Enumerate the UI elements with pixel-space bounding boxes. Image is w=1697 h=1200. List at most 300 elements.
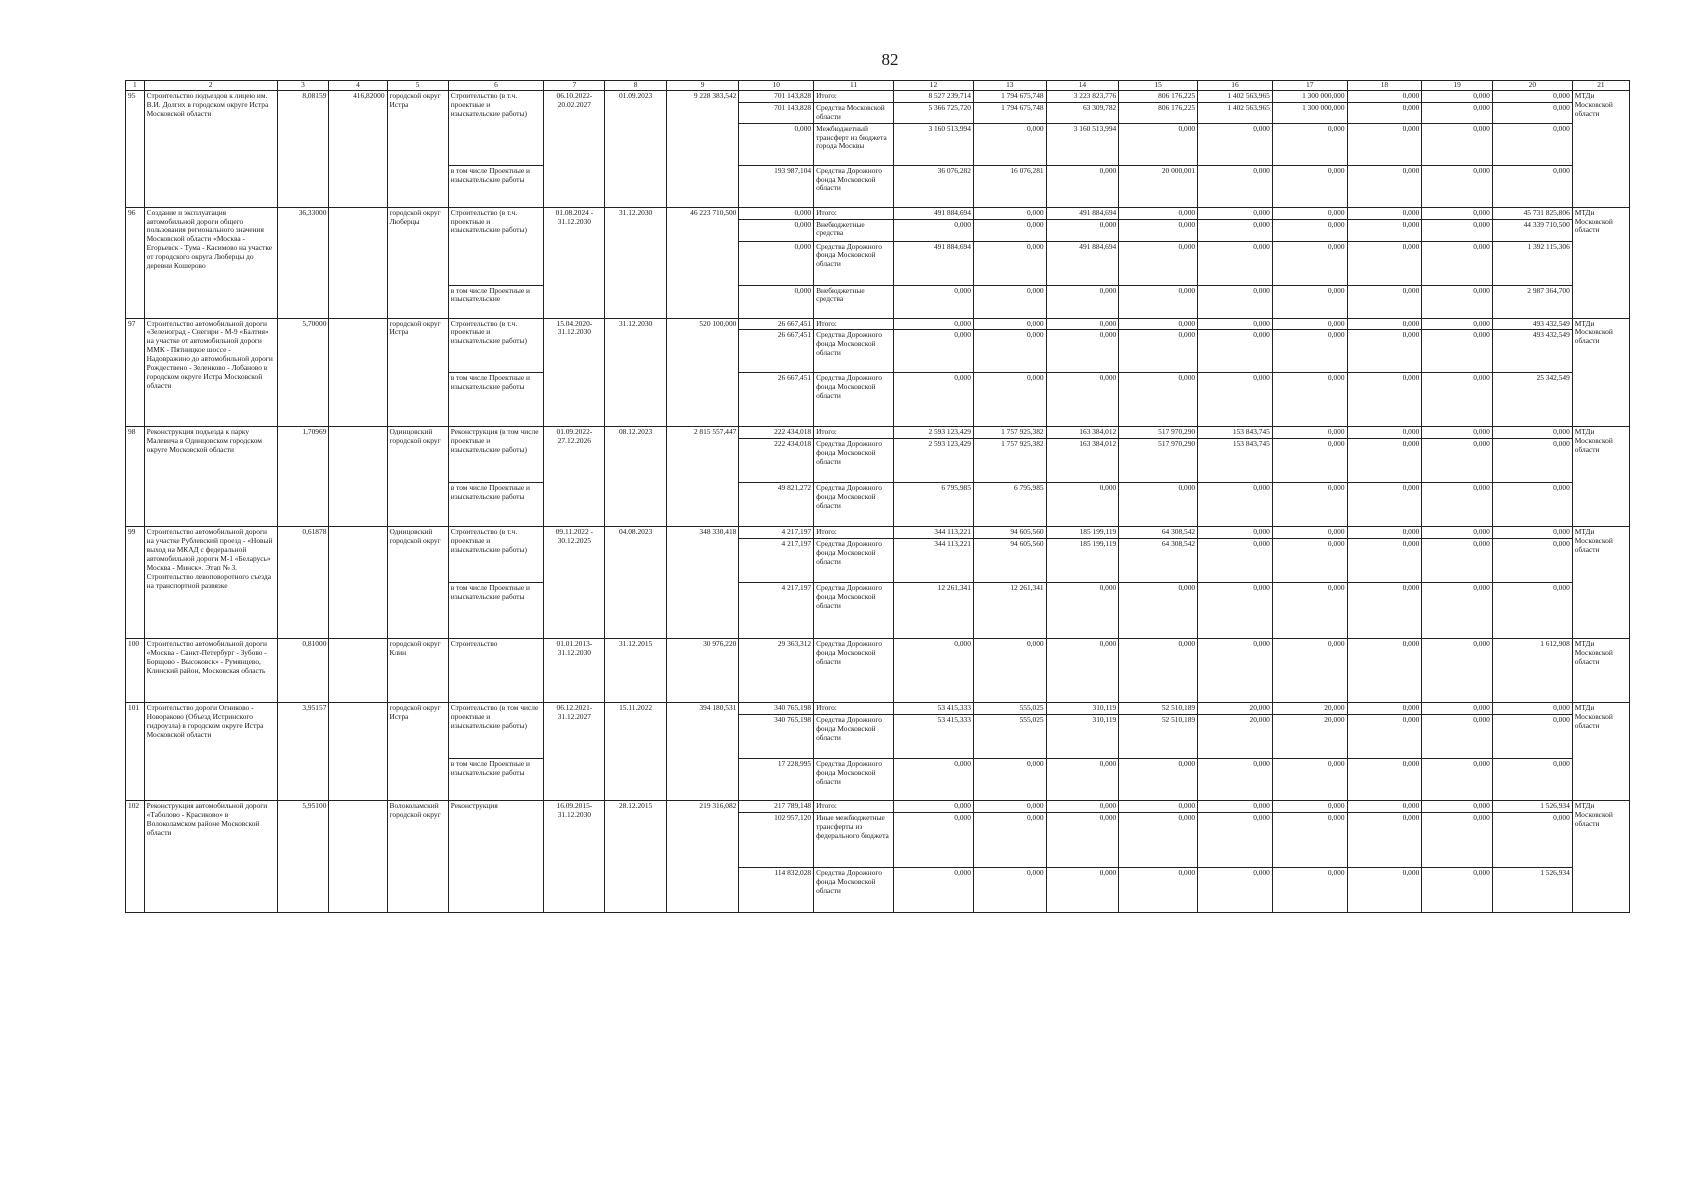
project-period: 15.04.2020- 31.12.2030 [544, 318, 605, 427]
table-row [126, 207, 1630, 219]
funding-source: Межбюджетный трансферт из бюджета города Москвы [814, 123, 894, 165]
amount-col16: 0,000 [1198, 483, 1273, 527]
project-power [329, 703, 387, 801]
amount-col17: 20,000 [1272, 715, 1347, 759]
amount-col20: 0,000 [1492, 715, 1572, 759]
work-subtype: в том числе Проектные и изыскательские работы [448, 373, 543, 427]
column-number: 5 [387, 81, 448, 91]
amount-col19: 0,000 [1422, 639, 1493, 703]
amount-col15: 0,000 [1119, 373, 1198, 427]
funding-source: Средства Дорожного фонда Московской области [814, 241, 894, 285]
project-work-type: Строительство (в т.ч. проектные и изыскательские работы) [448, 207, 543, 285]
table-row [126, 527, 1630, 539]
amount-col15: 20 000,001 [1119, 165, 1198, 207]
amount-col12: 53 415,333 [894, 703, 974, 715]
amount-col15: 0,000 [1119, 483, 1198, 527]
amount-col20: 1 526,934 [1492, 867, 1572, 912]
amount-col12: 36 076,282 [894, 165, 974, 207]
project-cost: 2 815 557,447 [666, 427, 739, 527]
column-number: 18 [1347, 81, 1422, 91]
amount-col13: 555,025 [973, 703, 1046, 715]
project-cost: 219 316,082 [666, 801, 739, 913]
column-number: 1 [126, 81, 145, 91]
amount-col13: 12 261,341 [973, 583, 1046, 639]
amount-col16: 0,000 [1198, 373, 1273, 427]
amount-col12: 344 113,221 [894, 527, 974, 539]
column-number: 7 [544, 81, 605, 91]
amount-col14: 491 884,694 [1046, 207, 1119, 219]
amount-col19: 0,000 [1422, 123, 1493, 165]
amount-col14: 185 199,119 [1046, 527, 1119, 539]
column-number: 3 [277, 81, 329, 91]
amount-col13: 1 794 675,748 [973, 102, 1046, 123]
column-number: 19 [1422, 81, 1493, 91]
project-work-type: Строительство (в т.ч. проектные и изыскательские работы) [448, 91, 543, 166]
amount-col14: 163 384,012 [1046, 439, 1119, 483]
project-commissioning: 01.09.2023 [605, 91, 666, 208]
amount-col12: 12 261,341 [894, 583, 974, 639]
amount-col12: 6 795,985 [894, 483, 974, 527]
funding-source: Итого: [814, 703, 894, 715]
amount-col14: 3 160 513,994 [1046, 123, 1119, 165]
amount-col13: 0,000 [973, 123, 1046, 165]
amount-col13: 0,000 [973, 801, 1046, 813]
budget-table [125, 80, 1630, 913]
project-work-type: Строительство [448, 639, 543, 703]
amount-col17: 0,000 [1272, 330, 1347, 373]
project-length: 8,08159 [277, 91, 329, 208]
amount-col13: 94 605,560 [973, 539, 1046, 583]
project-name: Строительство автомобильной дороги «Зеленоград - Снегири - М-9 «Балтия» на участке от автомобильной дороги ММК - Пятницкое шоссе - Надовражино до автомобильной дороги Рождествено - Зеленково - Лобаново в городском округе Истра Московской области [144, 318, 277, 427]
amount-col17: 0,000 [1272, 219, 1347, 241]
amount-col17: 0,000 [1272, 427, 1347, 439]
funding-source: Средства Дорожного фонда Московской области [814, 330, 894, 373]
amount-col17: 1 300 000,000 [1272, 102, 1347, 123]
funding-source: Средства Дорожного фонда Московской области [814, 759, 894, 801]
project-municipality: городской округ Клин [387, 639, 448, 703]
amount-col10: 0,000 [739, 123, 814, 165]
amount-col14: 491 884,694 [1046, 241, 1119, 285]
amount-col19: 0,000 [1422, 373, 1493, 427]
project-number: 100 [126, 639, 145, 703]
amount-col20: 0,000 [1492, 759, 1572, 801]
amount-col18: 0,000 [1347, 373, 1422, 427]
project-length: 5,95100 [277, 801, 329, 913]
amount-col16: 0,000 [1198, 539, 1273, 583]
amount-col18: 0,000 [1347, 91, 1422, 103]
amount-col14: 0,000 [1046, 583, 1119, 639]
amount-col12: 0,000 [894, 801, 974, 813]
amount-col20: 44 339 710,500 [1492, 219, 1572, 241]
amount-col20: 0,000 [1492, 812, 1572, 867]
amount-col19: 0,000 [1422, 207, 1493, 219]
project-power [329, 527, 387, 639]
amount-col10: 49 821,272 [739, 483, 814, 527]
project-cost: 46 223 710,500 [666, 207, 739, 318]
amount-col20: 1 526,934 [1492, 801, 1572, 813]
amount-col18: 0,000 [1347, 207, 1422, 219]
table-row [126, 427, 1630, 439]
amount-col16: 1 402 563,965 [1198, 91, 1273, 103]
project-customer: МТДи Московской области [1572, 703, 1629, 801]
amount-col13: 6 795,985 [973, 483, 1046, 527]
amount-col20: 1 612,908 [1492, 639, 1572, 703]
amount-col10: 701 143,828 [739, 102, 814, 123]
funding-source: Итого: [814, 801, 894, 813]
amount-col12: 0,000 [894, 285, 974, 318]
amount-col20: 0,000 [1492, 102, 1572, 123]
funding-source: Средства Дорожного фонда Московской области [814, 867, 894, 912]
amount-col15: 0,000 [1119, 867, 1198, 912]
amount-col15: 0,000 [1119, 759, 1198, 801]
amount-col13: 0,000 [973, 285, 1046, 318]
amount-col16: 0,000 [1198, 801, 1273, 813]
amount-col19: 0,000 [1422, 483, 1493, 527]
amount-col20: 493 432,549 [1492, 318, 1572, 330]
project-length: 0,61878 [277, 527, 329, 639]
project-cost: 394 180,531 [666, 703, 739, 801]
amount-col19: 0,000 [1422, 91, 1493, 103]
table-row [126, 703, 1630, 715]
amount-col15: 0,000 [1119, 285, 1198, 318]
amount-col10: 26 667,451 [739, 373, 814, 427]
amount-col19: 0,000 [1422, 102, 1493, 123]
project-period: 16.09.2015- 31.12.2030 [544, 801, 605, 913]
amount-col18: 0,000 [1347, 812, 1422, 867]
project-customer: МТДи Московской области [1572, 527, 1629, 639]
amount-col14: 0,000 [1046, 759, 1119, 801]
amount-col18: 0,000 [1347, 483, 1422, 527]
amount-col17: 0,000 [1272, 207, 1347, 219]
amount-col17: 0,000 [1272, 539, 1347, 583]
work-subtype: в том числе Проектные и изыскательские работы [448, 583, 543, 639]
amount-col17: 0,000 [1272, 318, 1347, 330]
project-customer: МТДи Московской области [1572, 427, 1629, 527]
project-period: 06.10.2022- 20.02.2027 [544, 91, 605, 208]
funding-source: Средства Дорожного фонда Московской области [814, 715, 894, 759]
amount-col15: 806 176,225 [1119, 102, 1198, 123]
project-work-type: Строительство (в т.ч. проектные и изыскательские работы) [448, 318, 543, 373]
project-length: 3,95157 [277, 703, 329, 801]
project-municipality: городской округ Люберцы [387, 207, 448, 318]
funding-source: Средства Дорожного фонда Московской области [814, 373, 894, 427]
amount-col19: 0,000 [1422, 330, 1493, 373]
amount-col14: 3 223 823,776 [1046, 91, 1119, 103]
amount-col16: 20,000 [1198, 703, 1273, 715]
amount-col10: 26 667,451 [739, 318, 814, 330]
project-power: 416,82000 [329, 91, 387, 208]
amount-col13: 1 794 675,748 [973, 91, 1046, 103]
amount-col13: 0,000 [973, 241, 1046, 285]
project-municipality: Одинцовский городской округ [387, 427, 448, 527]
amount-col17: 0,000 [1272, 527, 1347, 539]
amount-col10: 29 363,312 [739, 639, 814, 703]
amount-col18: 0,000 [1347, 801, 1422, 813]
amount-col15: 0,000 [1119, 639, 1198, 703]
funding-source: Итого: [814, 207, 894, 219]
amount-col17: 0,000 [1272, 812, 1347, 867]
amount-col12: 0,000 [894, 812, 974, 867]
amount-col17: 0,000 [1272, 483, 1347, 527]
amount-col15: 0,000 [1119, 812, 1198, 867]
amount-col19: 0,000 [1422, 219, 1493, 241]
amount-col20: 0,000 [1492, 91, 1572, 103]
column-number: 9 [666, 81, 739, 91]
project-number: 99 [126, 527, 145, 639]
amount-col15: 0,000 [1119, 318, 1198, 330]
column-number: 4 [329, 81, 387, 91]
amount-col14: 0,000 [1046, 867, 1119, 912]
amount-col18: 0,000 [1347, 241, 1422, 285]
amount-col14: 185 199,119 [1046, 539, 1119, 583]
amount-col16: 153 843,745 [1198, 439, 1273, 483]
project-name: Создание и эксплуатация автомобильной дороги общего пользования регионального значения Московской области «Москва - Егорьевск - Тума - Касимово на участке от городского округа Люберцы до деревни Кошерово [144, 207, 277, 318]
amount-col12: 491 884,694 [894, 207, 974, 219]
amount-col14: 0,000 [1046, 639, 1119, 703]
amount-col20: 0,000 [1492, 439, 1572, 483]
project-commissioning: 08.12.2023 [605, 427, 666, 527]
amount-col14: 310,119 [1046, 715, 1119, 759]
project-cost: 348 330,418 [666, 527, 739, 639]
project-number: 102 [126, 801, 145, 913]
amount-col18: 0,000 [1347, 639, 1422, 703]
amount-col17: 0,000 [1272, 867, 1347, 912]
work-subtype: в том числе Проектные и изыскательские [448, 285, 543, 318]
amount-col10: 217 789,148 [739, 801, 814, 813]
work-subtype: в том числе Проектные и изыскательские работы [448, 483, 543, 527]
project-number: 97 [126, 318, 145, 427]
amount-col20: 0,000 [1492, 703, 1572, 715]
project-work-type: Реконструкция [448, 801, 543, 913]
amount-col19: 0,000 [1422, 867, 1493, 912]
amount-col12: 0,000 [894, 318, 974, 330]
funding-source: Средства Дорожного фонда Московской области [814, 439, 894, 483]
project-length: 36,33000 [277, 207, 329, 318]
amount-col14: 0,000 [1046, 165, 1119, 207]
amount-col13: 0,000 [973, 867, 1046, 912]
amount-col16: 0,000 [1198, 330, 1273, 373]
amount-col15: 0,000 [1119, 801, 1198, 813]
amount-col19: 0,000 [1422, 583, 1493, 639]
amount-col17: 0,000 [1272, 639, 1347, 703]
amount-col19: 0,000 [1422, 812, 1493, 867]
amount-col14: 0,000 [1046, 373, 1119, 427]
amount-col12: 0,000 [894, 330, 974, 373]
amount-col15: 52 510,189 [1119, 715, 1198, 759]
funding-source: Итого: [814, 527, 894, 539]
project-name: Строительство дороги Огниково - Новораково (Объезд Истринского гидроузла) в городском округе Истра Московской области [144, 703, 277, 801]
project-cost: 520 100,000 [666, 318, 739, 427]
amount-col13: 0,000 [973, 639, 1046, 703]
amount-col18: 0,000 [1347, 102, 1422, 123]
project-cost: 30 976,220 [666, 639, 739, 703]
funding-source: Итого: [814, 318, 894, 330]
amount-col20: 1 392 115,306 [1492, 241, 1572, 285]
amount-col12: 3 160 513,994 [894, 123, 974, 165]
project-period: 01.09.2022- 27.12.2026 [544, 427, 605, 527]
funding-source: Внебюджетные средства [814, 285, 894, 318]
amount-col20: 493 432,549 [1492, 330, 1572, 373]
amount-col10: 340 765,198 [739, 703, 814, 715]
column-number: 8 [605, 81, 666, 91]
project-number: 98 [126, 427, 145, 527]
amount-col13: 0,000 [973, 373, 1046, 427]
project-municipality: Волоколамский городской округ [387, 801, 448, 913]
amount-col10: 4 217,197 [739, 527, 814, 539]
amount-col15: 0,000 [1119, 241, 1198, 285]
column-number: 12 [894, 81, 974, 91]
amount-col19: 0,000 [1422, 759, 1493, 801]
project-municipality: городской округ Истра [387, 91, 448, 208]
amount-col16: 0,000 [1198, 318, 1273, 330]
amount-col16: 0,000 [1198, 759, 1273, 801]
funding-source: Внебюджетные средства [814, 219, 894, 241]
project-name: Строительство автомобильной дороги «Москва - Санкт-Петербург - Зубово - Борщово - Высоковск» - Румянцево, Клинский район, Московская область [144, 639, 277, 703]
project-length: 1,70969 [277, 427, 329, 527]
amount-col14: 0,000 [1046, 285, 1119, 318]
amount-col10: 222 434,018 [739, 439, 814, 483]
funding-source: Средства Дорожного фонда Московской области [814, 483, 894, 527]
amount-col12: 2 593 123,429 [894, 439, 974, 483]
amount-col15: 64 308,542 [1119, 527, 1198, 539]
amount-col20: 0,000 [1492, 539, 1572, 583]
amount-col12: 491 884,694 [894, 241, 974, 285]
amount-col14: 0,000 [1046, 812, 1119, 867]
amount-col15: 0,000 [1119, 330, 1198, 373]
amount-col12: 0,000 [894, 219, 974, 241]
amount-col13: 94 605,560 [973, 527, 1046, 539]
amount-col13: 555,025 [973, 715, 1046, 759]
amount-col19: 0,000 [1422, 165, 1493, 207]
project-period: 06.12.2021- 31.12.2027 [544, 703, 605, 801]
amount-col13: 0,000 [973, 759, 1046, 801]
project-commissioning: 28.12.2015 [605, 801, 666, 913]
amount-col14: 0,000 [1046, 801, 1119, 813]
amount-col10: 4 217,197 [739, 539, 814, 583]
project-name: Реконструкция подъезда к парку Малевича в Одинцовском городском округе Московской области [144, 427, 277, 527]
amount-col18: 0,000 [1347, 165, 1422, 207]
funding-source: Средства Дорожного фонда Московской области [814, 639, 894, 703]
amount-col18: 0,000 [1347, 539, 1422, 583]
amount-col20: 0,000 [1492, 483, 1572, 527]
amount-col17: 0,000 [1272, 285, 1347, 318]
column-number: 14 [1046, 81, 1119, 91]
amount-col20: 25 342,549 [1492, 373, 1572, 427]
project-customer: МТДи Московской области [1572, 318, 1629, 427]
project-power [329, 318, 387, 427]
amount-col19: 0,000 [1422, 801, 1493, 813]
column-number-row [126, 81, 1630, 91]
amount-col13: 0,000 [973, 207, 1046, 219]
column-number: 17 [1272, 81, 1347, 91]
amount-col19: 0,000 [1422, 439, 1493, 483]
amount-col16: 20,000 [1198, 715, 1273, 759]
amount-col15: 64 308,542 [1119, 539, 1198, 583]
amount-col16: 0,000 [1198, 867, 1273, 912]
project-customer: МТДи Московской области [1572, 801, 1629, 913]
work-subtype: в том числе Проектные и изыскательские работы [448, 759, 543, 801]
amount-col20: 0,000 [1492, 527, 1572, 539]
amount-col16: 153 843,745 [1198, 427, 1273, 439]
amount-col12: 0,000 [894, 373, 974, 427]
amount-col14: 0,000 [1046, 219, 1119, 241]
project-commissioning: 31.12.2030 [605, 207, 666, 318]
funding-source: Средства Московской области [814, 102, 894, 123]
amount-col12: 5 366 725,720 [894, 102, 974, 123]
amount-col15: 517 970,290 [1119, 427, 1198, 439]
project-commissioning: 31.12.2015 [605, 639, 666, 703]
project-municipality: Одинцовский городской округ [387, 527, 448, 639]
amount-col10: 0,000 [739, 219, 814, 241]
amount-col18: 0,000 [1347, 703, 1422, 715]
project-period: 09.11.2022 - 30.12.2025 [544, 527, 605, 639]
amount-col14: 0,000 [1046, 483, 1119, 527]
amount-col10: 340 765,198 [739, 715, 814, 759]
project-commissioning: 31.12.2030 [605, 318, 666, 427]
amount-col19: 0,000 [1422, 427, 1493, 439]
column-number: 16 [1198, 81, 1273, 91]
work-subtype: в том числе Проектные и изыскательские работы [448, 165, 543, 207]
amount-col19: 0,000 [1422, 285, 1493, 318]
amount-col16: 0,000 [1198, 812, 1273, 867]
project-number: 96 [126, 207, 145, 318]
amount-col18: 0,000 [1347, 759, 1422, 801]
amount-col16: 0,000 [1198, 583, 1273, 639]
project-length: 0,81000 [277, 639, 329, 703]
amount-col17: 20,000 [1272, 703, 1347, 715]
amount-col18: 0,000 [1347, 867, 1422, 912]
funding-source: Средства Дорожного фонда Московской области [814, 165, 894, 207]
amount-col19: 0,000 [1422, 715, 1493, 759]
amount-col16: 0,000 [1198, 123, 1273, 165]
amount-col20: 0,000 [1492, 165, 1572, 207]
amount-col20: 0,000 [1492, 583, 1572, 639]
column-number: 11 [814, 81, 894, 91]
column-number: 13 [973, 81, 1046, 91]
project-number: 101 [126, 703, 145, 801]
column-number: 15 [1119, 81, 1198, 91]
column-number: 10 [739, 81, 814, 91]
amount-col15: 0,000 [1119, 207, 1198, 219]
amount-col14: 310,119 [1046, 703, 1119, 715]
project-municipality: городской округ Истра [387, 318, 448, 427]
amount-col13: 0,000 [973, 812, 1046, 867]
page-number: 82 [881, 50, 899, 69]
amount-col20: 2 987 364,700 [1492, 285, 1572, 318]
amount-col17: 0,000 [1272, 165, 1347, 207]
column-number: 21 [1572, 81, 1629, 91]
amount-col12: 2 593 123,429 [894, 427, 974, 439]
column-number: 2 [144, 81, 277, 91]
amount-col17: 0,000 [1272, 439, 1347, 483]
amount-col10: 102 957,120 [739, 812, 814, 867]
amount-col18: 0,000 [1347, 715, 1422, 759]
amount-col18: 0,000 [1347, 439, 1422, 483]
project-period: 01.08.2024 - 31.12.2030 [544, 207, 605, 318]
amount-col12: 8 527 239,714 [894, 91, 974, 103]
project-name: Реконструкция автомобильной дороги «Таболово - Красиково» в Волоколамском районе Московской области [144, 801, 277, 913]
amount-col20: 0,000 [1492, 427, 1572, 439]
amount-col13: 0,000 [973, 318, 1046, 330]
project-customer: МТДи Московской области [1572, 639, 1629, 703]
funding-source: Итого: [814, 91, 894, 103]
table-row [126, 801, 1630, 813]
amount-col17: 0,000 [1272, 759, 1347, 801]
funding-source: Иные межбюджетные трансферты из федерального бюджета [814, 812, 894, 867]
project-power [329, 801, 387, 913]
funding-source: Средства Дорожного фонда Московской области [814, 539, 894, 583]
table-row [126, 91, 1630, 103]
